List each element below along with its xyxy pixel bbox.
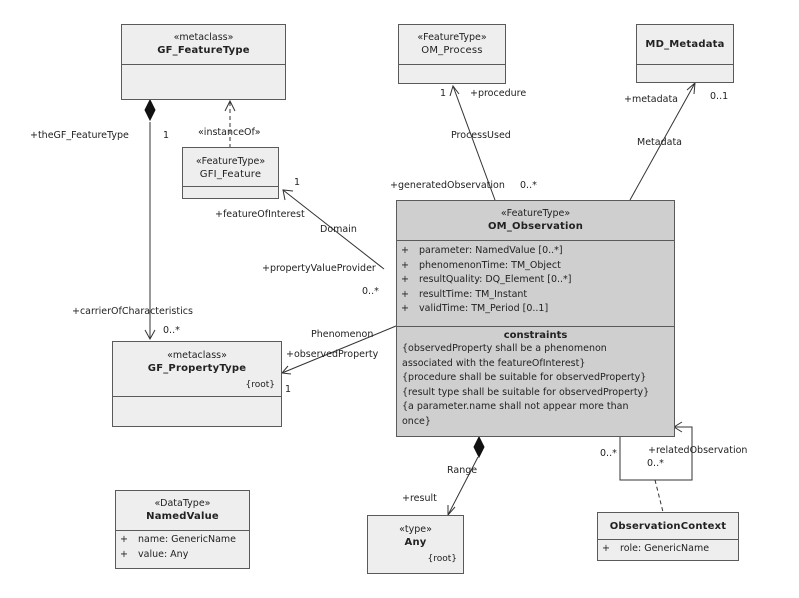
observation-context-link [655,480,663,512]
gfi-feature-name: GFI_Feature [199,169,262,180]
range-label: Range [447,465,478,476]
constraint-line: {a parameter.name shall not appear more than [402,401,629,412]
namedvalue-name: NamedValue [146,511,219,522]
foi-multiplicity: 1 [294,177,301,188]
md-metadata-class[interactable] [636,24,734,83]
constraint-line: associated with the featureOfInterest} [402,357,586,369]
om-process-name: OM_Process [421,45,483,56]
attribute-row: + parameter: NamedValue [0..*] [401,245,563,256]
any-stereotype: «type» [399,524,432,535]
constraint-line: once} [402,415,431,427]
om-observation-stereotype: «FeatureType» [500,208,571,219]
om-observation-constraints [397,327,674,431]
attribute-row: + validTime: TM_Period [0..1] [401,303,549,314]
gf-featuretype-stereotype: «metaclass» [173,32,234,43]
pvp-multiplicity: 0..* [362,286,379,297]
gfi-feature-stereotype: «FeatureType» [195,156,266,167]
attribute-row: + role: GenericName [602,543,710,554]
namedvalue-attributes [116,531,249,564]
om-process-class[interactable] [398,24,506,84]
om-observation-attributes [397,241,674,327]
carrier-multiplicity: 0..* [163,325,180,336]
result-role: +result [402,493,437,504]
property-value-provider-role: +propertyValueProvider [262,263,376,274]
attribute-row: + phenomenonTime: TM_Object [401,259,561,271]
observed-property-role: +observedProperty [286,349,379,360]
featuretype-multiplicity: 1 [163,130,170,141]
om-observation-class[interactable] [396,200,675,437]
range-arrowhead [448,505,455,515]
metadata-association-label: Metadata [637,137,682,148]
observationcontext-attributes [598,540,738,559]
constraint-line: {observedProperty shall be a phenomenon [402,343,607,354]
om-observation-name: OM_Observation [487,221,584,232]
metadata-arrowhead [687,83,695,94]
metadata-role: +metadata [624,94,679,105]
ro-multiplicity-left: 0..* [600,448,617,459]
ro-multiplicity-right: 0..* [647,458,664,469]
attribute-row: + resultQuality: DQ_Element [0..*] [401,274,572,285]
instance-of-label: «instanceOf» [198,127,261,138]
constraints-title: constraints [503,330,568,341]
constraint-line: {result type shall be suitable for observedProperty} [402,386,650,398]
related-observation-role: +relatedObservation [648,445,748,456]
generated-observation-role: +generatedObservation [390,180,505,191]
go-multiplicity: 0..* [520,180,537,191]
attribute-row: + value: Any [120,548,189,560]
the-gf-featuretype-role: +theGF_FeatureType [30,130,129,141]
op-multiplicity: 1 [285,384,292,395]
attribute-row: + name: GenericName [120,534,237,545]
procedure-multiplicity: 1 [440,88,447,99]
procedure-role: +procedure [470,88,527,99]
constraint-line: {procedure shall be suitable for observedProperty} [402,372,647,383]
feature-of-interest-role: +featureOfInterest [215,209,305,220]
range-diamond [474,437,484,457]
gf-featuretype-class[interactable] [121,24,286,100]
composition-diamond [145,100,155,120]
any-root-tag: {root} [427,554,457,564]
process-used-label: ProcessUsed [451,130,511,141]
gf-featuretype-name: GF_FeatureType [157,45,250,56]
gf-propertytype-class[interactable] [112,341,282,427]
gf-propertytype-name: GF_PropertyType [147,363,247,374]
observationcontext-class[interactable] [597,512,739,561]
domain-label: Domain [320,224,357,235]
namedvalue-class[interactable] [115,490,250,569]
gf-propertytype-root-tag: {root} [245,380,275,390]
any-class[interactable] [367,515,464,574]
gfi-feature-class[interactable] [182,147,279,199]
namedvalue-stereotype: «DataType» [154,498,211,509]
gf-propertytype-stereotype: «metaclass» [167,350,227,361]
any-name: Any [404,537,427,548]
carrier-role: +carrierOfCharacteristics [72,306,193,317]
md-metadata-name: MD_Metadata [645,39,725,50]
om-process-stereotype: «FeatureType» [417,32,487,43]
phenomenon-label: Phenomenon [311,329,374,340]
attribute-row: + resultTime: TM_Instant [401,288,528,300]
observationcontext-name: ObservationContext [609,521,727,532]
metadata-multiplicity: 0..1 [710,91,729,102]
